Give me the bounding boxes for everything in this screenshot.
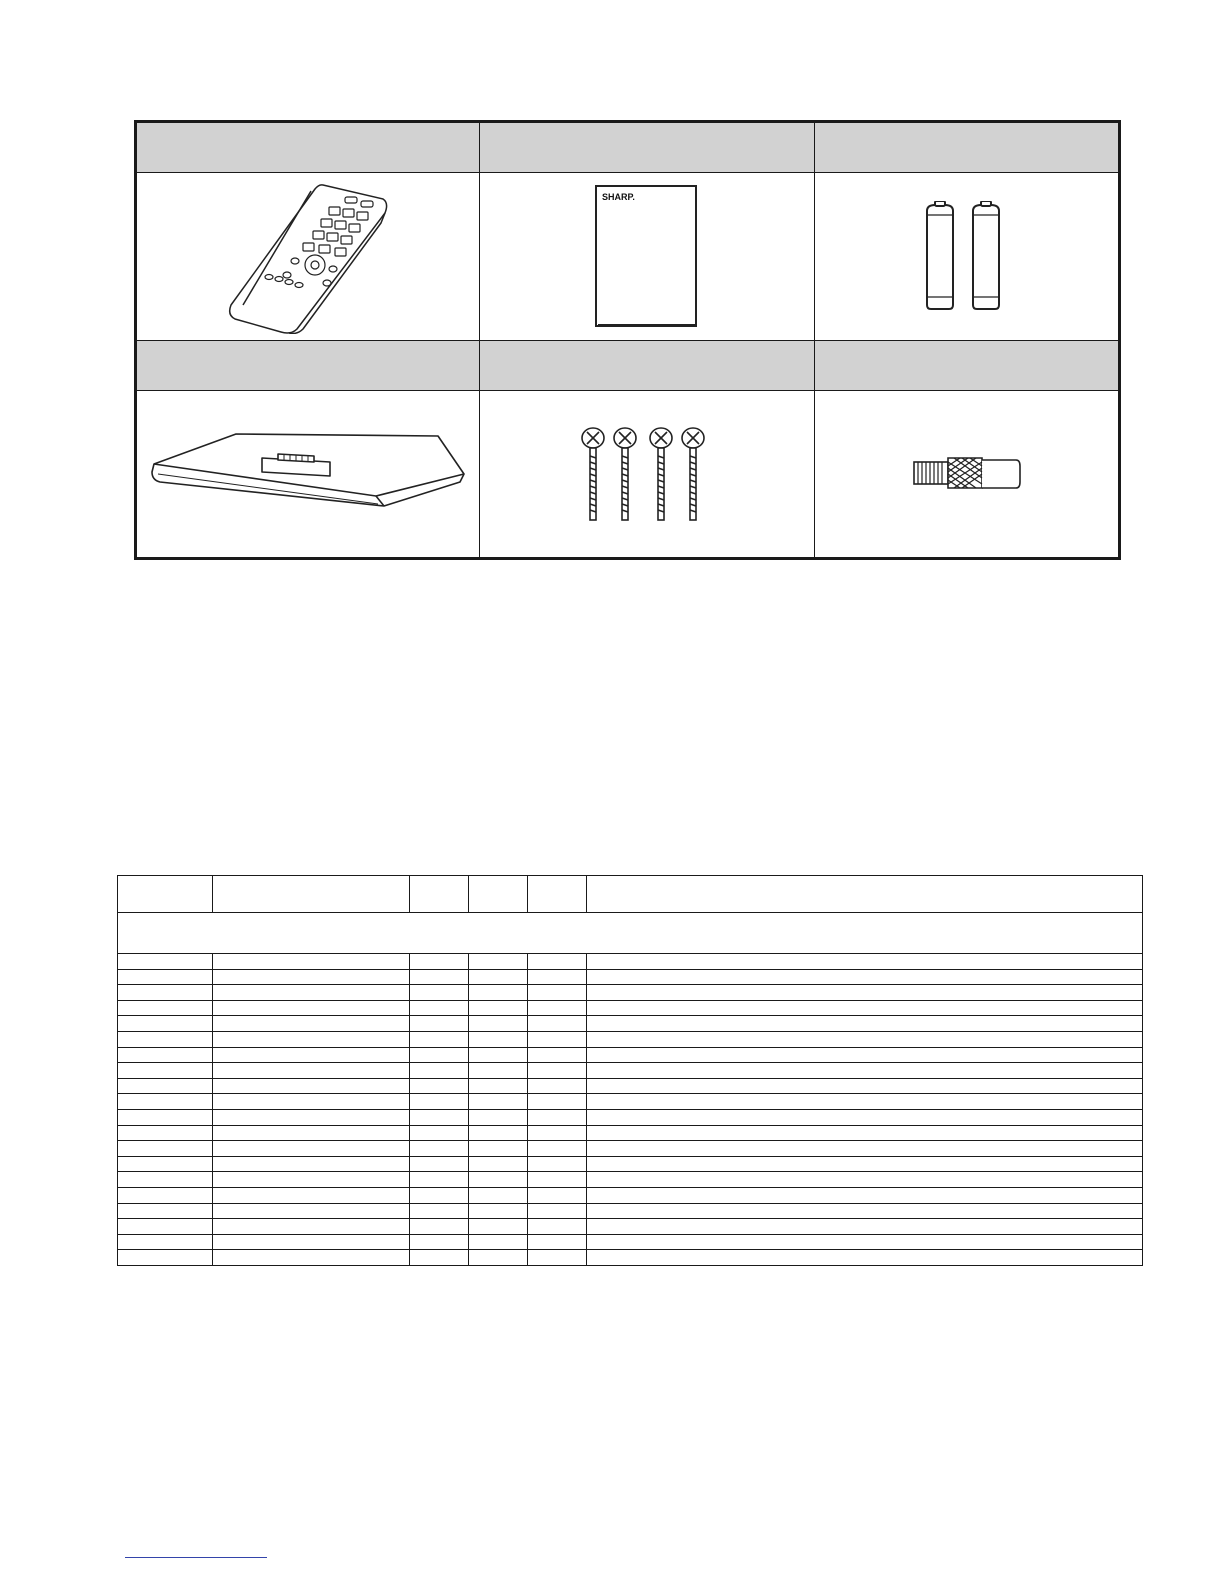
remote-control-icon [223,179,393,334]
table-row [118,1109,1143,1125]
table-cell [410,1203,469,1219]
table-cell [118,1203,213,1219]
table-cell [469,1219,528,1235]
table-cell [528,1187,587,1203]
column-header [410,876,469,913]
antenna-adapter-icon [912,454,1022,494]
table-row [118,1000,1143,1016]
table-cell [410,1063,469,1079]
screw [582,428,604,520]
table-cell [528,1094,587,1110]
table-row [118,1156,1143,1172]
table-cell [213,1047,410,1063]
table-row [118,1125,1143,1141]
table-cell [410,1109,469,1125]
table-cell [118,1156,213,1172]
table-cell [587,1109,1143,1125]
accessory-header-manual [480,123,815,173]
table-cell [118,969,213,985]
accessory-cell-manual [480,173,815,341]
table-cell [587,1078,1143,1094]
table-cell [213,1187,410,1203]
table-cell [410,1094,469,1110]
table-cell [587,1047,1143,1063]
table-cell [213,1016,410,1032]
table-cell [469,1016,528,1032]
table-cell [528,1234,587,1250]
table-cell [469,954,528,970]
table-cell [587,969,1143,985]
table-cell [118,1094,213,1110]
table-cell [118,1141,213,1157]
table-row [118,954,1143,970]
table-row [118,1141,1143,1157]
table-cell [587,954,1143,970]
table-cell [528,1250,587,1266]
accessories-table [134,120,1121,560]
table-cell [118,1016,213,1032]
section-row [118,913,1143,954]
table-cell [118,954,213,970]
table-cell [410,1219,469,1235]
table-cell [213,1141,410,1157]
table-cell [410,1047,469,1063]
table-cell [118,1219,213,1235]
table-cell [528,1063,587,1079]
table-cell [469,1203,528,1219]
table-row [118,969,1143,985]
table-cell [469,1187,528,1203]
table-row [118,1094,1143,1110]
table-cell [587,1203,1143,1219]
table-cell [587,1156,1143,1172]
footer-link-underline[interactable] [125,1557,267,1558]
table-cell [118,985,213,1001]
table-cell [213,1156,410,1172]
table-cell [469,1234,528,1250]
accessory-header-remote [137,123,480,173]
table-cell [469,1141,528,1157]
table-cell [410,969,469,985]
table-cell [587,1125,1143,1141]
table-cell [587,1172,1143,1188]
table-cell [587,1031,1143,1047]
table-cell [587,1000,1143,1016]
table-cell [118,1109,213,1125]
table-cell [469,969,528,985]
table-cell [469,1250,528,1266]
column-header [118,876,213,913]
table-cell [410,1031,469,1047]
table-cell [213,969,410,985]
table-cell [410,1172,469,1188]
table-row [118,1016,1143,1032]
table-cell [118,1047,213,1063]
table-cell [528,1172,587,1188]
table-cell [410,1078,469,1094]
table-cell [528,1047,587,1063]
table-cell [213,1031,410,1047]
table-cell [213,1234,410,1250]
table-cell [469,1078,528,1094]
accessory-header-stand [137,341,480,391]
table-cell [528,1109,587,1125]
table-cell [528,954,587,970]
table-cell [410,1234,469,1250]
table-cell [410,1125,469,1141]
table-cell [469,1094,528,1110]
table-row [118,1078,1143,1094]
table-cell [213,1078,410,1094]
sharp-logo: SHARP. [602,191,635,202]
table-cell [528,1078,587,1094]
column-header [528,876,587,913]
table-cell [469,1109,528,1125]
table-cell [410,985,469,1001]
batteries-icon [917,201,1017,313]
accessory-cell-adapter [815,391,1118,557]
parts-table [117,875,1143,1266]
table-cell [528,1031,587,1047]
table-cell [118,1000,213,1016]
screws-icon [577,424,717,524]
table-cell [528,1141,587,1157]
table-row [118,1063,1143,1079]
accessory-header-batteries [815,123,1118,173]
table-cell [410,1250,469,1266]
table-cell [587,1219,1143,1235]
table-cell [587,1094,1143,1110]
table-cell [587,1016,1143,1032]
table-row [118,1234,1143,1250]
table-cell [528,1125,587,1141]
table-cell [213,1203,410,1219]
table-cell [118,1031,213,1047]
table-cell [213,1109,410,1125]
accessory-header-adapter [815,341,1118,391]
column-header [213,876,410,913]
table-cell [213,1172,410,1188]
table-cell [213,1094,410,1110]
table-cell [528,985,587,1001]
table-cell [587,1141,1143,1157]
table-cell [528,1219,587,1235]
section-title [118,913,1143,954]
parts-table-header-row [118,876,1143,913]
table-cell [469,1125,528,1141]
table-row [118,1203,1143,1219]
table-cell [469,985,528,1001]
table-cell [587,985,1143,1001]
table-row [118,1250,1143,1266]
table-cell [410,1187,469,1203]
table-cell [528,1156,587,1172]
table-cell [118,1172,213,1188]
table-cell [213,1000,410,1016]
table-cell [587,1250,1143,1266]
table-cell [118,1125,213,1141]
table-cell [213,1125,410,1141]
table-cell [528,1203,587,1219]
column-header [469,876,528,913]
table-row [118,1219,1143,1235]
table-cell [469,1031,528,1047]
table-cell [118,1063,213,1079]
table-cell [528,1016,587,1032]
table-cell [118,1187,213,1203]
table-cell [587,1187,1143,1203]
accessory-header-screws [480,341,815,391]
table-cell [469,1063,528,1079]
table-cell [118,1234,213,1250]
table-cell [213,1250,410,1266]
table-cell [528,969,587,985]
stand-base-icon [148,424,468,524]
accessory-cell-remote [137,173,480,341]
table-row [118,1172,1143,1188]
table-cell [213,1063,410,1079]
operation-manual-icon [592,182,702,332]
table-cell [469,1156,528,1172]
table-row [118,1031,1143,1047]
table-cell [528,1000,587,1016]
table-row [118,1187,1143,1203]
accessory-cell-stand [137,391,480,557]
table-cell [469,1047,528,1063]
table-cell [213,954,410,970]
table-cell [587,1063,1143,1079]
table-cell [410,1000,469,1016]
table-cell [410,954,469,970]
table-cell [410,1156,469,1172]
column-header [587,876,1143,913]
table-cell [410,1016,469,1032]
table-cell [118,1078,213,1094]
accessory-cell-batteries [815,173,1118,341]
table-cell [469,1000,528,1016]
table-cell [118,1250,213,1266]
table-row [118,985,1143,1001]
table-cell [469,1172,528,1188]
table-row [118,1047,1143,1063]
table-cell [213,985,410,1001]
accessory-cell-screws [480,391,815,557]
table-cell [213,1219,410,1235]
table-cell [587,1234,1143,1250]
table-cell [410,1141,469,1157]
